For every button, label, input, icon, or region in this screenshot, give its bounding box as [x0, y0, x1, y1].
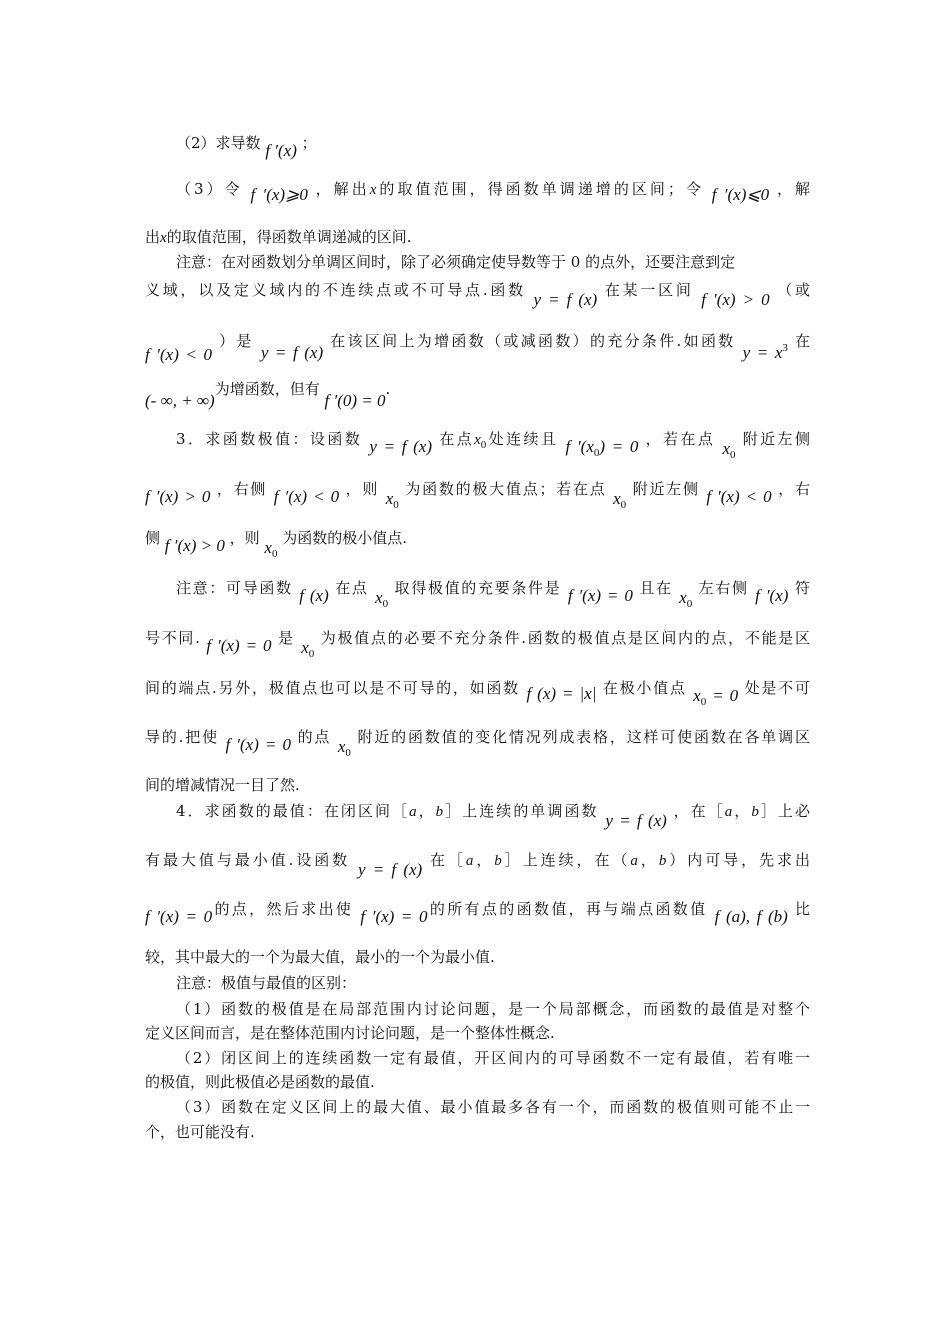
math-expr: f (x) = |x|	[526, 684, 597, 703]
text: ，解出	[315, 180, 370, 198]
paragraph-line	[145, 478, 810, 511]
text: ，	[416, 802, 436, 820]
text: 是	[278, 629, 295, 647]
text: 的取值范围，得函数单调递增的区间；令	[376, 180, 704, 198]
text: 的极值，则此极值必是函数的最值.	[145, 1073, 375, 1091]
paragraph-line	[145, 898, 810, 926]
step-3-line	[176, 178, 810, 204]
text: （1）函数的极值是在局部范围内讨论问题，是一个局部概念，而函数的最值是对整个	[176, 1000, 810, 1018]
text: 为函数的极大值点；若在点	[405, 480, 607, 498]
paragraph-line	[145, 946, 810, 968]
text: 在	[794, 332, 810, 350]
note-line	[176, 972, 810, 994]
paragraph-line	[145, 226, 810, 248]
text: ，则	[229, 529, 260, 547]
var-a: a	[465, 853, 474, 869]
paragraph-line	[145, 774, 810, 796]
text: ）内可导，先求出	[666, 851, 810, 869]
text: 注意：在对函数划分单调区间时，除了必须确定使导数等于 0 的点外，还要注意到定	[176, 253, 736, 271]
math-expr: $x_0$	[264, 538, 278, 560]
text: 较，其中最大的一个为最大值，最小的一个为最小值.	[145, 948, 495, 966]
math-expr: f ′(0) = 0	[324, 391, 386, 410]
math-expr: f ′(x) > 0	[145, 487, 211, 506]
text: ，	[473, 851, 495, 869]
text: 3．求函数极值：设函数	[176, 430, 363, 448]
math-expr: $x_0$	[613, 489, 627, 511]
math-expr: $x_0 = 0$	[693, 686, 739, 708]
var-a: a	[724, 804, 733, 820]
text: ］上必	[758, 802, 810, 820]
text: 的点	[297, 728, 332, 746]
text: 间的增减情况一目了然.	[145, 776, 300, 794]
step-2-line	[176, 132, 810, 160]
text: 且在	[639, 579, 673, 597]
math-expr: $x_0$	[337, 737, 351, 759]
text: 有最大值与最小值.设函数	[145, 851, 351, 869]
text: ，则	[345, 480, 380, 498]
paragraph-line	[145, 627, 810, 660]
text: .	[385, 380, 391, 398]
text: ，解	[776, 180, 810, 198]
note-line	[176, 251, 810, 273]
text: 号不同.	[145, 629, 200, 647]
text: 间的端点.另外，极值点也可以是不可导的，如函数	[145, 679, 520, 697]
text: ；	[301, 134, 317, 152]
text: （2）求导数	[176, 134, 261, 152]
var-b: b	[494, 853, 502, 869]
math-expr: f ′(x) = 0	[225, 735, 292, 754]
text: 符	[794, 579, 810, 597]
text: 比	[794, 900, 810, 918]
math-expr: f ′(x)	[755, 586, 789, 605]
var-b: b	[751, 804, 759, 820]
var-b: b	[658, 853, 667, 869]
math-expr: f ′(x) = 0	[145, 907, 213, 926]
math-expr: f ′(x) = 0	[360, 907, 428, 926]
var-x: x	[369, 182, 377, 198]
math-expr: f ′(x) = 0	[567, 586, 633, 605]
text: 附近左侧	[632, 480, 700, 498]
extremum-heading-line	[176, 800, 810, 830]
text: ，若在点	[645, 430, 716, 448]
paragraph-line	[145, 726, 810, 759]
math-expr: $x_0$	[375, 588, 389, 610]
var-a: a	[630, 853, 638, 869]
note-item-1	[176, 998, 810, 1020]
math-expr: f ′(x) < 0	[273, 487, 340, 506]
text: 侧	[145, 529, 161, 547]
text: ，	[637, 851, 659, 869]
math-expr: f ′(x) > 0	[701, 290, 770, 309]
paragraph-line	[145, 677, 810, 708]
math-expr: f (a), f (b)	[714, 907, 788, 926]
text: 的所有点的函数值，再与端点函数值	[427, 900, 708, 918]
math-expr: $x_0$	[679, 588, 693, 610]
text: 在点	[439, 430, 475, 448]
math-expr: f ′(x)⩾0	[250, 185, 308, 204]
text: 义域，以及定义域内的不连续点或不可导点.函数	[145, 281, 526, 299]
text: 为极值点的必要不充分条件.函数的极值点是区间内的点，不能是区	[320, 629, 810, 647]
text: 注意：可导函数	[176, 579, 293, 597]
math-expr: y = f (x)	[260, 343, 324, 362]
extrema-heading-line	[176, 428, 810, 461]
math-expr: (- ∞, + ∞)	[145, 391, 215, 410]
math-expr: y = f (x)	[605, 811, 667, 830]
paragraph-line	[145, 849, 810, 879]
note-item-2	[176, 1047, 810, 1069]
text: 定义区间而言，是在整体范围内讨论问题，是一个整体性概念.	[145, 1024, 555, 1042]
text: ，	[732, 802, 752, 820]
math-expr: y = f (x)	[369, 437, 433, 456]
math-expr: y = f (x)	[533, 290, 598, 309]
var-x: x	[160, 230, 167, 246]
var-a: a	[409, 804, 417, 820]
math-expr: f ′(x) = 0	[206, 636, 272, 655]
text: 的点，然后求出使	[212, 900, 354, 918]
text: ，在［	[673, 802, 725, 820]
text: ）是	[219, 332, 254, 350]
text: 在该区间上为增函数（或减函数）的充分条件.如函数	[330, 332, 736, 350]
text: 在［	[429, 851, 466, 869]
text: 4．求函数的最值：在闭区间［	[176, 802, 410, 820]
text: ］上连续，在（	[501, 851, 631, 869]
text: 取得极值的充要条件是	[394, 579, 562, 597]
text: 导的.把使	[145, 728, 219, 746]
math-expr: f ′(x) < 0	[145, 345, 212, 364]
text: 个，也可能没有.	[145, 1123, 255, 1141]
math-expr: f $'(x_0) = 0$	[565, 437, 639, 459]
text: 为增函数，但有	[214, 380, 320, 398]
note-line	[176, 577, 810, 610]
text: 出	[145, 228, 161, 246]
math-expr: f ′(x)⩽0	[711, 185, 770, 204]
text: 为函数的极小值点.	[282, 529, 408, 547]
var-x0: $x_0$	[474, 432, 487, 451]
math-expr: $y = x^3$	[742, 342, 788, 362]
text: 在某一区间	[604, 281, 694, 299]
derivative-expr: f ′(x)	[265, 141, 297, 160]
math-expr: $x_0$	[301, 638, 315, 660]
math-expr: f ′(x) < 0	[706, 487, 772, 506]
paragraph-line	[145, 1022, 810, 1044]
text: 在点	[335, 579, 369, 597]
text: 在极小值点	[602, 679, 687, 697]
text: 注意：极值与最值的区别：	[176, 974, 357, 992]
math-expr: f (x)	[299, 586, 329, 605]
math-expr: $x_0$	[722, 439, 736, 461]
text: （3）函数在定义区间上的最大值、最小值最多各有一个，而函数的极值则可能不止一	[176, 1098, 810, 1116]
text: 左右侧	[698, 579, 749, 597]
text: 附近的函数值的变化情况列成表格，这样可使函数在各单调区	[357, 728, 810, 746]
math-expr: y = f (x)	[357, 860, 423, 879]
text: （2）闭区间上的连续函数一定有最值，开区间内的可导函数不一定有最值，若有唯一	[176, 1049, 810, 1067]
paragraph-line	[145, 1071, 810, 1093]
note-item-3	[176, 1096, 810, 1118]
paragraph-line	[145, 1121, 810, 1143]
paragraph-line	[145, 279, 810, 309]
paragraph-line	[145, 527, 810, 560]
text: （3）令	[176, 180, 243, 198]
text: 处是不可	[744, 679, 810, 697]
text: 附近左侧	[742, 430, 810, 448]
var-b: b	[435, 804, 444, 820]
text: ，右侧	[216, 480, 268, 498]
math-expr: f ′(x) > 0	[164, 536, 225, 555]
text: 处连续且	[486, 430, 559, 448]
paragraph-line	[145, 330, 810, 364]
paragraph-line	[145, 378, 810, 410]
text: ，右	[778, 480, 810, 498]
text: ］上连续的单调函数	[443, 802, 599, 820]
text: 的取值范围，得函数单调递减的区间.	[166, 228, 412, 246]
text: （或	[777, 281, 810, 299]
math-expr: $x_0$	[385, 489, 399, 511]
